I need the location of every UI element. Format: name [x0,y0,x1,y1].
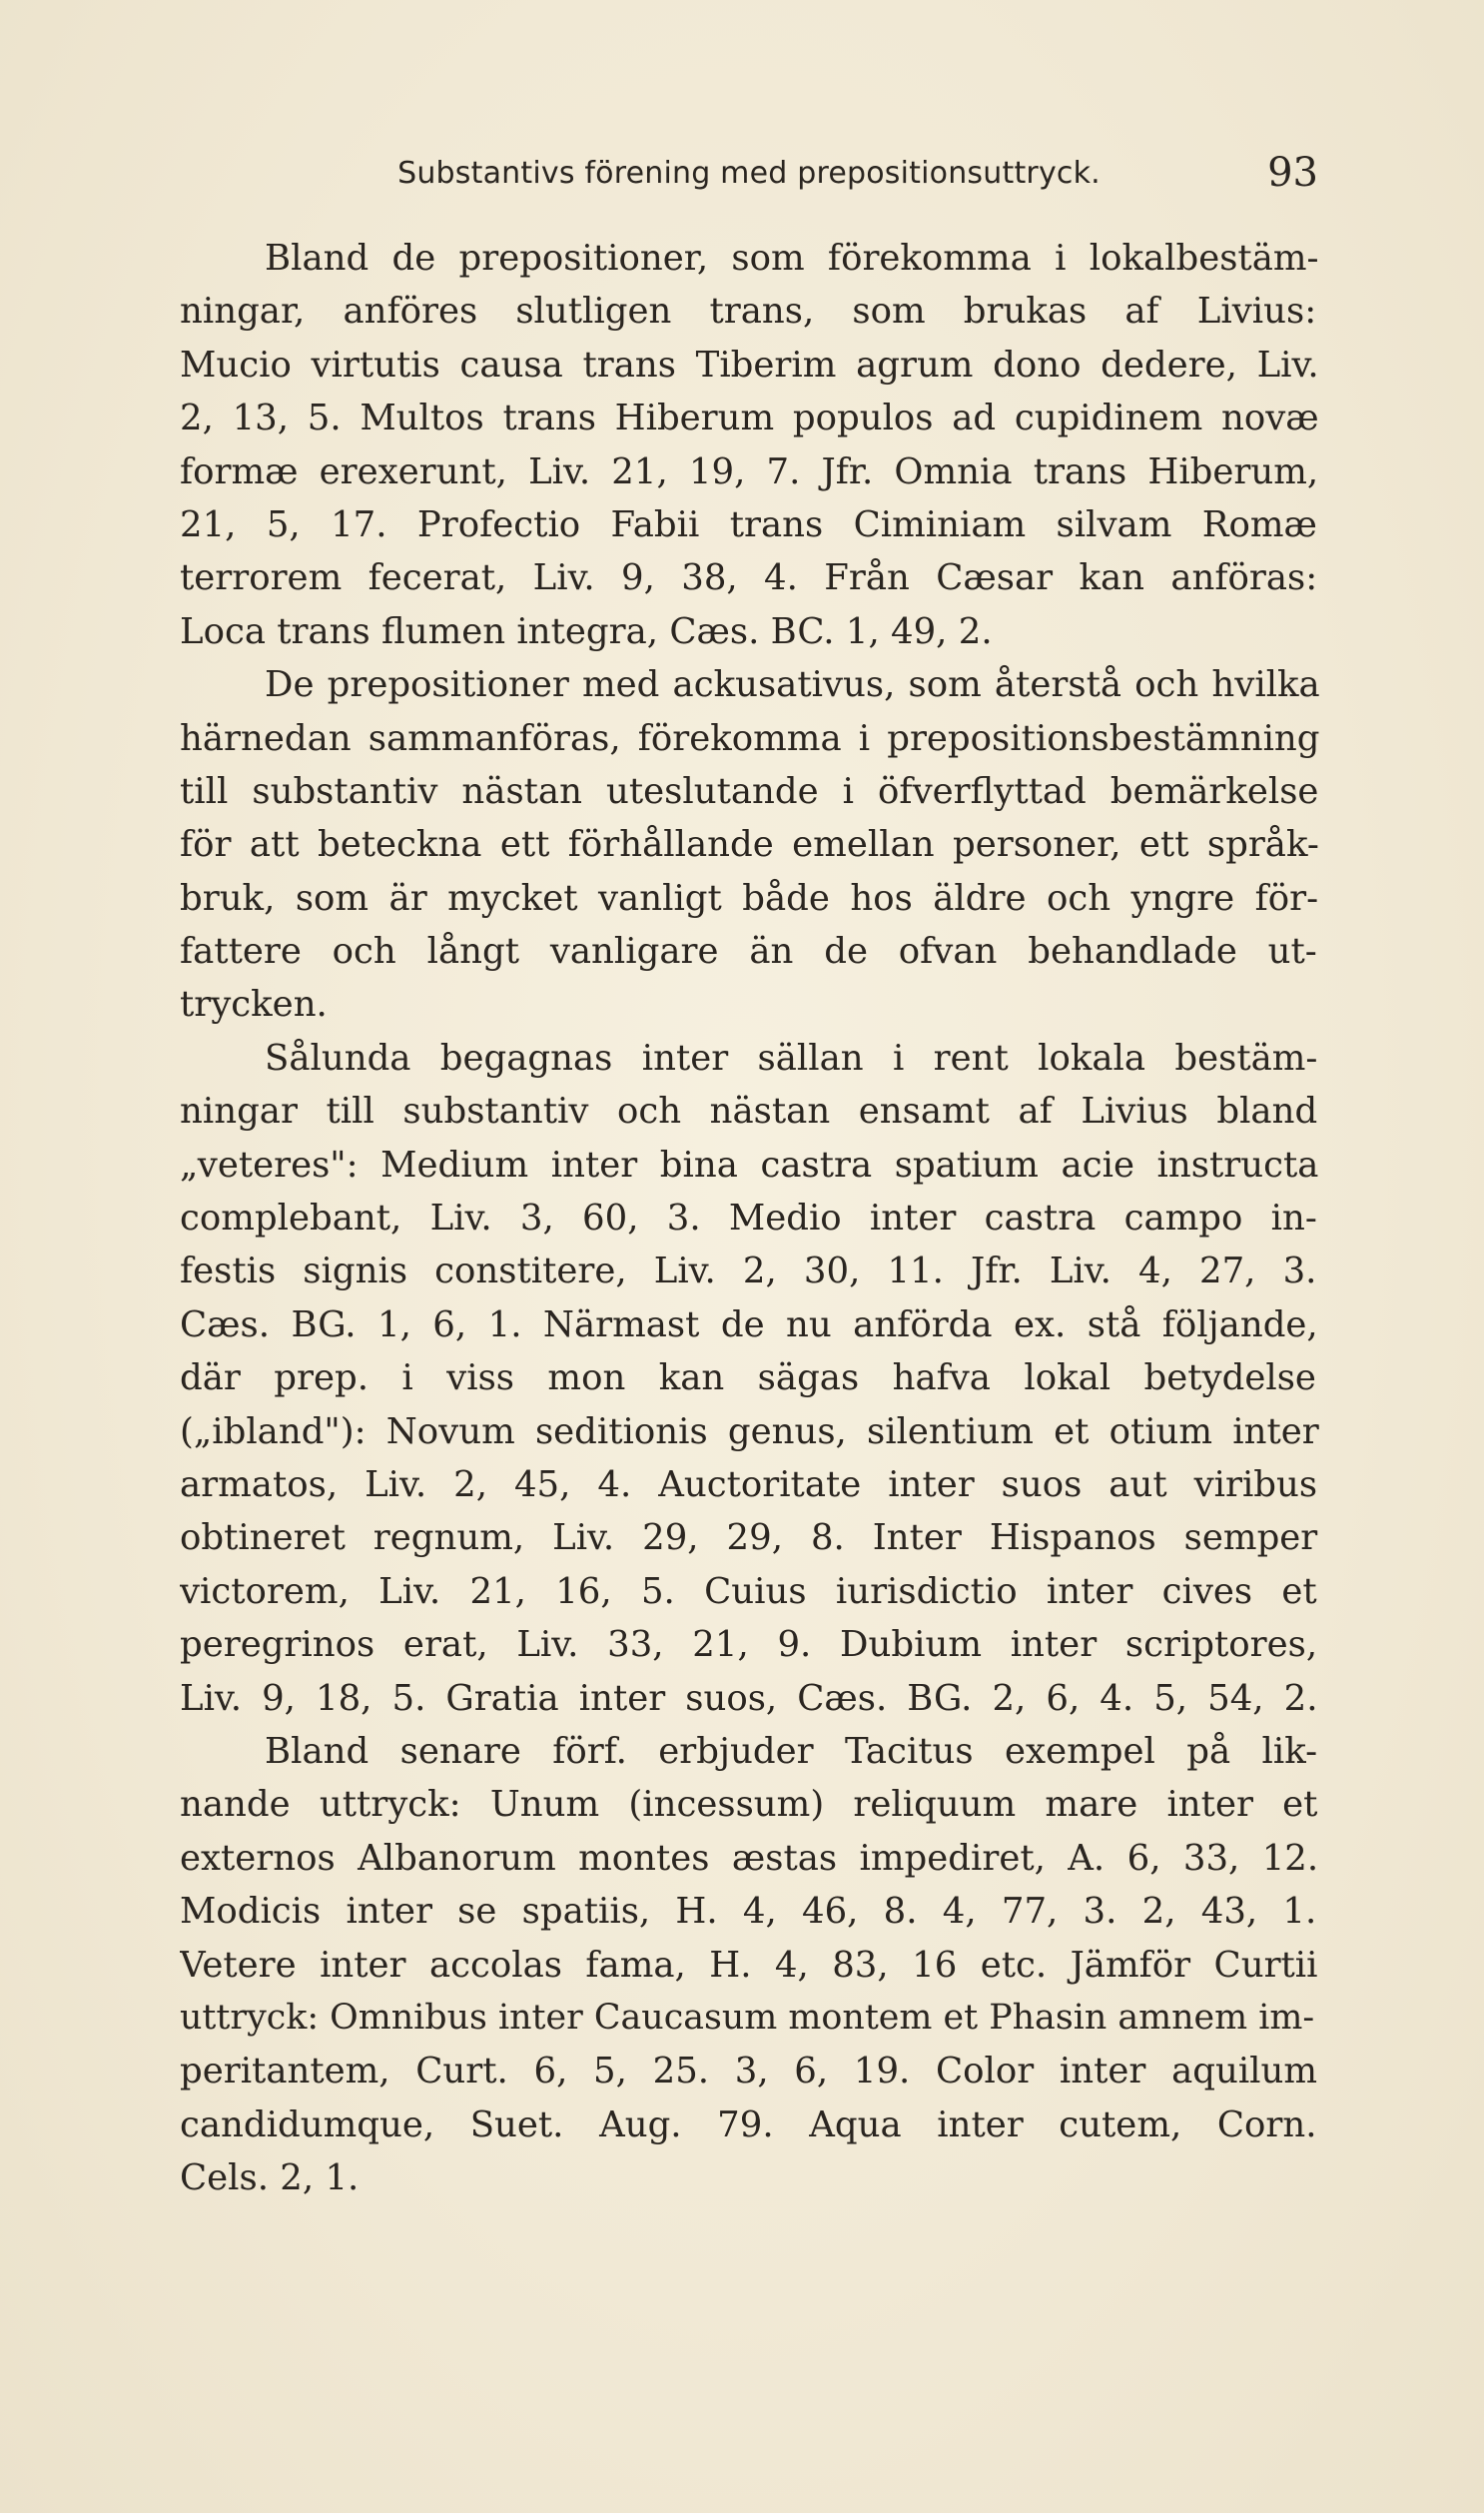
text-line: peritantem, Curt. 6, 5, 25. 3, 6, 19. Color inter aquilum [180,2051,1318,2093]
text-line: Mucio virtutis causa trans Tiberim agrum dono dedere, Liv. [180,344,1319,386]
text-line: armatos, Liv. 2, 45, 4. Auctoritate inter suos aut viribus [180,1463,1318,1505]
text-line: peregrinos erat, Liv. 33, 21, 9. Dubium inter scriptores, [180,1624,1318,1666]
text-line: för att beteckna ett förhållande emellan personer, ett språk- [180,824,1319,866]
paragraph-3 [180,1032,1320,1725]
text-line: nande uttryck: Unum (incessum) reliquum mare inter et [180,1784,1318,1826]
text-line: De prepositioner med ackusativus, som återstå och hvilka [265,664,1320,706]
text-line: bruk, som är mycket vanligt både hos äldre och yngre för- [180,877,1319,919]
text-line: Sålunda begagnas inter sällan i rent lokala bestäm- [265,1037,1318,1079]
paragraph-2 [180,658,1320,1032]
paragraph-1 [180,232,1320,658]
text-line: fattere och långt vanligare än de ofvan behandlade ut- [180,931,1317,973]
text-line: 2, 13, 5. Multos trans Hiberum populos ad cupidinem novæ [180,398,1319,439]
text-line: complebant, Liv. 3, 60, 3. Medio inter castra campo in- [180,1198,1317,1240]
text-line: formæ erexerunt, Liv. 21, 19, 7. Jfr. Omnia trans Hiberum, [180,450,1319,492]
text-line: („ibland"): Novum seditionis genus, silentium et otium inter [180,1410,1319,1452]
text-line: där prep. i viss mon kan sägas hafva lokal betydelse [180,1357,1316,1399]
text-line: Modicis inter se spatiis, H. 4, 46, 8. 4, 77, 3. 2, 43, 1. [180,1891,1317,1933]
text-line: ningar, anföres slutligen trans, som brukas af Livius: [180,291,1317,333]
text-line: härnedan sammanföras, förekomma i prepositionsbestämning [180,717,1320,759]
text-line: festis signis constitere, Liv. 2, 30, 11. Jfr. Liv. 4, 27, 3. [180,1251,1317,1292]
text-line: Liv. 9, 18, 5. Gratia inter suos, Cæs. BG. 2, 6, 4. 5, 54, 2. [180,1677,1318,1719]
text-line: candidumque, Suet. Aug. 79. Aqua inter cutem, Corn. [180,2103,1317,2145]
text-line: obtineret regnum, Liv. 29, 29, 8. Inter Hispanos semper [180,1517,1318,1559]
text-line: Bland de prepositioner, som förekomma i lokalbestäm- [265,238,1319,279]
text-line: trycken. [180,984,328,1026]
text-line: victorem, Liv. 21, 16, 5. Cuius iurisdictio inter cives et [180,1570,1317,1612]
text-line: Cæs. BG. 1, 6, 1. Närmast de nu anförda ex. stå följande, [180,1303,1318,1345]
text-line: „veteres": Medium inter bina castra spatium acie instructa [180,1144,1319,1186]
page-number: 93 [1267,150,1318,196]
text-line: till substantiv nästan uteslutande i öfverflyttad bemärkelse [180,770,1319,812]
paragraph-4 [180,1725,1320,2205]
text-line: Vetere inter accolas fama, H. 4, 83, 16 etc. Jämför Curtii [180,1944,1318,1986]
text-line: externos Albanorum montes æstas impediret, A. 6, 33, 12. [180,1837,1319,1879]
text-body [180,232,1320,2204]
running-header [180,150,1318,200]
text-line: terrorem fecerat, Liv. 9, 38, 4. Från Cæsar kan anföras: [180,557,1318,599]
text-line: uttryck: Omnibus inter Caucasum montem et Phasin amnem im- [180,1997,1315,2038]
running-title: Substantivs förening med prepositionsuttryck. [397,156,1101,191]
text-line: Loca trans flumen integra, Cæs. BC. 1, 49, 2. [180,610,993,652]
text-line: ningar till substantiv och nästan ensamt af Livius bland [180,1091,1318,1133]
text-line: Cels. 2, 1. [180,2157,360,2199]
text-line: 21, 5, 17. Profectio Fabii trans Ciminiam silvam Romæ [180,503,1317,545]
text-line: Bland senare förf. erbjuder Tacitus exempel på lik- [265,1730,1318,1772]
